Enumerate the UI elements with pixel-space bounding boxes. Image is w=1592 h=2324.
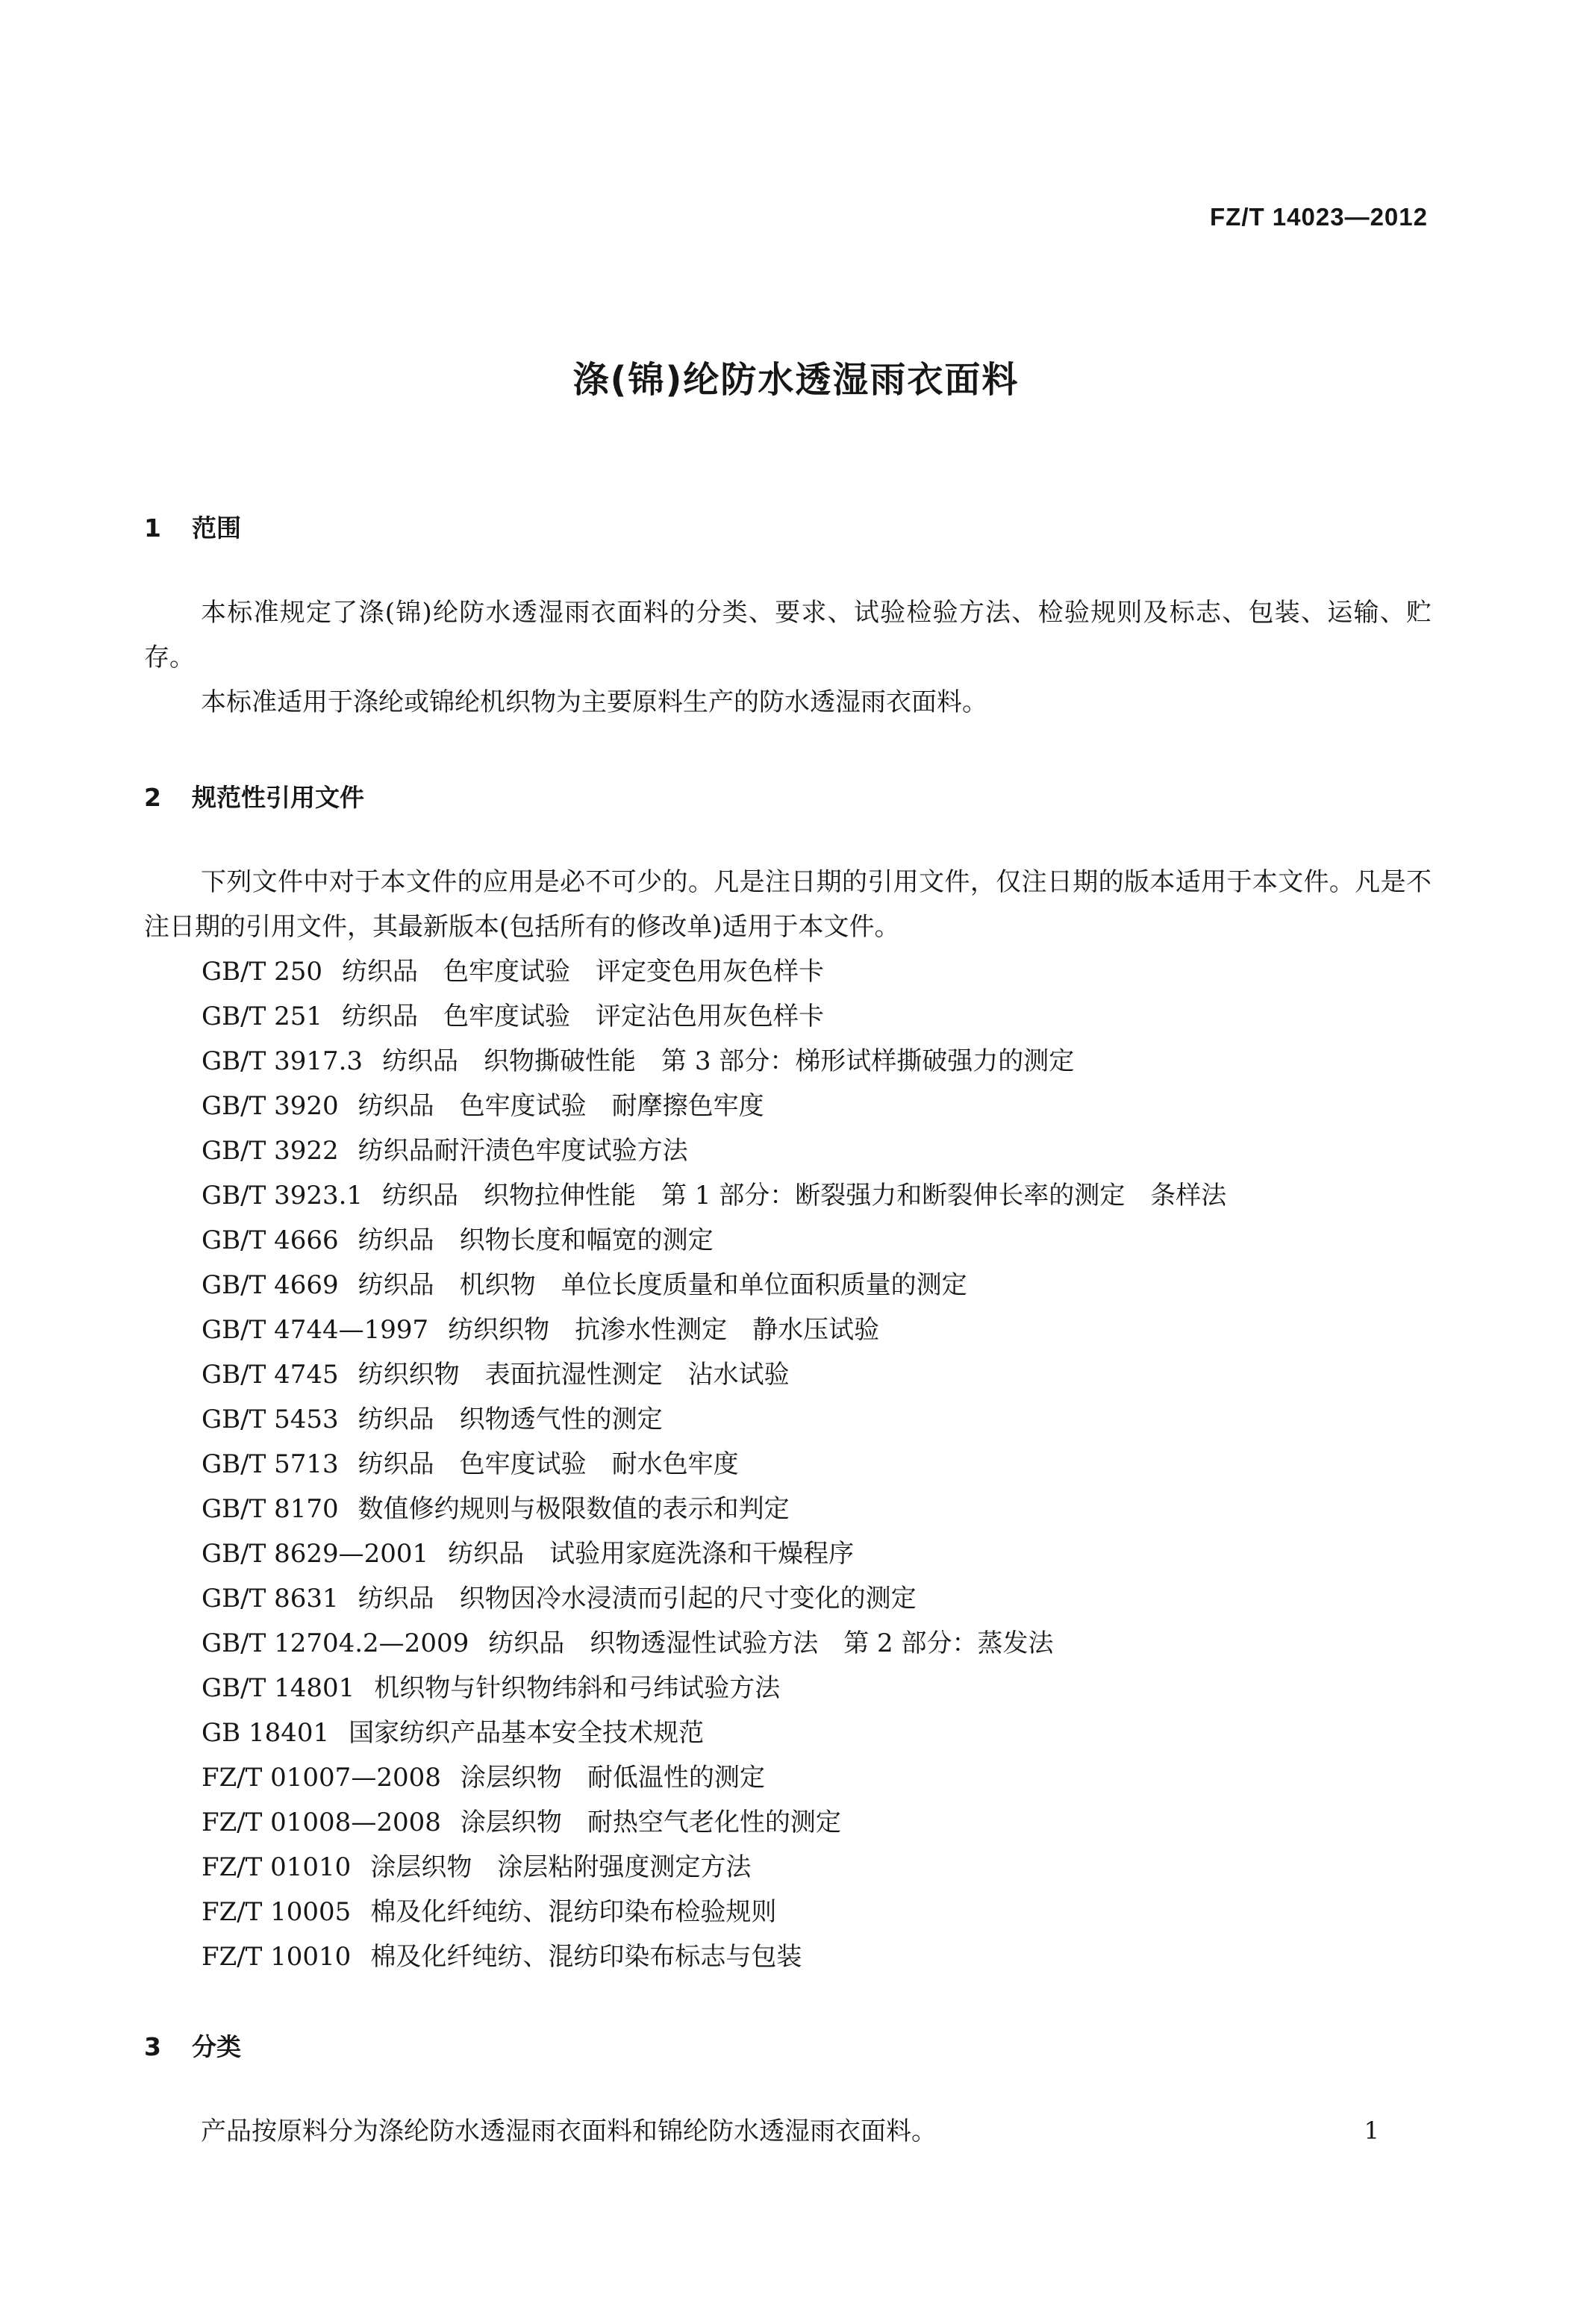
reference-code: GB/T 14801 [202,1673,355,1703]
section-1-paragraph: 本标准规定了涤(锦)纶防水透湿雨衣面料的分类、要求、试验检验方法、检验规则及标志、包装、运输、贮存。 [144,598,1432,672]
reference-title: 纺织品 试验用家庭洗涤和干燥程序 [448,1539,855,1569]
reference-title: 涂层织物 耐热空气老化性的测定 [460,1808,841,1837]
reference-item [202,1039,1226,1084]
section-title: 分类 [192,2032,241,2061]
reference-item [202,1934,1226,1979]
reference-title: 纺织品 色牢度试验 评定沾色用灰色样卡 [341,1002,824,1031]
standard-code: FZ/T 14023—2012 [1210,203,1428,231]
reference-title: 棉及化纤纯纺、混纺印染布检验规则 [370,1897,777,1927]
reference-item [202,1352,1226,1397]
page-number: 1 [1364,2117,1379,2145]
reference-item [202,1128,1226,1173]
reference-item [202,1755,1226,1800]
reference-item [202,994,1226,1039]
reference-code: GB/T 251 [202,1002,322,1031]
reference-title: 纺织品 织物透气性的测定 [358,1405,663,1434]
reference-title: 纺织品 色牢度试验 耐水色牢度 [358,1449,739,1479]
reference-code: GB/T 3917.3 [202,1046,363,1076]
reference-code: GB/T 250 [202,957,322,987]
normative-references-list [202,949,1226,1979]
reference-code: GB/T 3920 [202,1091,339,1121]
section-3-paragraph: 产品按原料分为涤纶防水透湿雨衣面料和锦纶防水透湿雨衣面料。 [201,2117,937,2146]
reference-item [202,1218,1226,1263]
reference-item [202,1621,1226,1666]
reference-item [202,1442,1226,1487]
section-2-heading [144,778,364,813]
reference-item [202,1397,1226,1442]
reference-code: GB/T 4669 [202,1270,339,1300]
reference-item [202,1711,1226,1755]
reference-code: FZ/T 01010 [202,1852,352,1882]
section-number: 2 [144,783,161,812]
section-1-paragraph: 本标准适用于涤纶或锦纶机织物为主要原料生产的防水透湿雨衣面料。 [201,687,987,717]
reference-item [202,1263,1226,1308]
reference-item [202,1666,1226,1711]
reference-code: GB 18401 [202,1718,330,1748]
reference-title: 纺织织物 抗渗水性测定 静水压试验 [448,1315,880,1345]
reference-code: GB/T 4666 [202,1225,339,1255]
reference-code: GB/T 5713 [202,1449,339,1479]
reference-item [202,1531,1226,1576]
reference-item [202,1308,1226,1352]
reference-title: 纺织品 织物撕破性能 第 3 部分：梯形试样撕破强力的测定 [382,1046,1075,1076]
reference-code: FZ/T 10010 [202,1942,352,1972]
reference-title: 纺织品 织物拉伸性能 第 1 部分：断裂强力和断裂伸长率的测定 条样法 [382,1181,1227,1211]
reference-code: GB/T 4745 [202,1360,339,1390]
section-3-heading [144,2028,241,2063]
reference-code: GB/T 8629—2001 [202,1539,429,1569]
reference-code: GB/T 3923.1 [202,1181,363,1211]
reference-title: 纺织品 机织物 单位长度质量和单位面积质量的测定 [358,1270,967,1300]
section-number: 1 [144,513,161,543]
reference-title: 数值修约规则与极限数值的表示和判定 [358,1494,790,1524]
reference-code: FZ/T 01008—2008 [202,1808,441,1837]
reference-item [202,1890,1226,1934]
reference-item [202,949,1226,994]
reference-item [202,1173,1226,1218]
reference-code: GB/T 5453 [202,1405,339,1434]
reference-code: FZ/T 10005 [202,1897,352,1927]
reference-title: 棉及化纤纯纺、混纺印染布标志与包装 [370,1942,802,1972]
reference-code: GB/T 8631 [202,1584,339,1614]
section-title: 规范性引用文件 [192,783,364,812]
reference-title: 涂层织物 涂层粘附强度测定方法 [370,1852,752,1882]
section-title: 范围 [192,513,241,543]
reference-title: 纺织品 织物透湿性试验方法 第 2 部分：蒸发法 [488,1628,1054,1658]
document-title: 涤(锦)纶防水透湿雨衣面料 [572,359,1020,401]
reference-code: GB/T 8170 [202,1494,339,1524]
reference-title: 机织物与针织物纬斜和弓纬试验方法 [374,1673,781,1703]
reference-item [202,1487,1226,1531]
reference-code: FZ/T 01007—2008 [202,1763,441,1793]
reference-title: 涂层织物 耐低温性的测定 [460,1763,765,1793]
reference-code: GB/T 12704.2—2009 [202,1628,469,1658]
reference-item [202,1084,1226,1128]
reference-title: 纺织品 色牢度试验 评定变色用灰色样卡 [341,957,824,987]
reference-item [202,1845,1226,1890]
reference-code: GB/T 4744—1997 [202,1315,429,1345]
reference-code: GB/T 3922 [202,1136,339,1166]
reference-title: 国家纺织产品基本安全技术规范 [349,1718,705,1748]
reference-title: 纺织品 色牢度试验 耐摩擦色牢度 [358,1091,764,1121]
section-2-paragraph: 下列文件中对于本文件的应用是必不可少的。凡是注日期的引用文件，仅注日期的版本适用于本文件。凡是不注日期的引用文件，其最新版本(包括所有的修改单)适用于本文件。 [144,867,1432,942]
reference-title: 纺织品 织物因冷水浸渍而引起的尺寸变化的测定 [358,1584,917,1614]
reference-title: 纺织织物 表面抗湿性测定 沾水试验 [358,1360,790,1390]
reference-title: 纺织品 织物长度和幅宽的测定 [358,1225,714,1255]
section-number: 3 [144,2032,161,2061]
reference-item [202,1576,1226,1621]
reference-title: 纺织品耐汗渍色牢度试验方法 [358,1136,688,1166]
reference-item [202,1800,1226,1845]
section-1-heading [144,509,241,544]
